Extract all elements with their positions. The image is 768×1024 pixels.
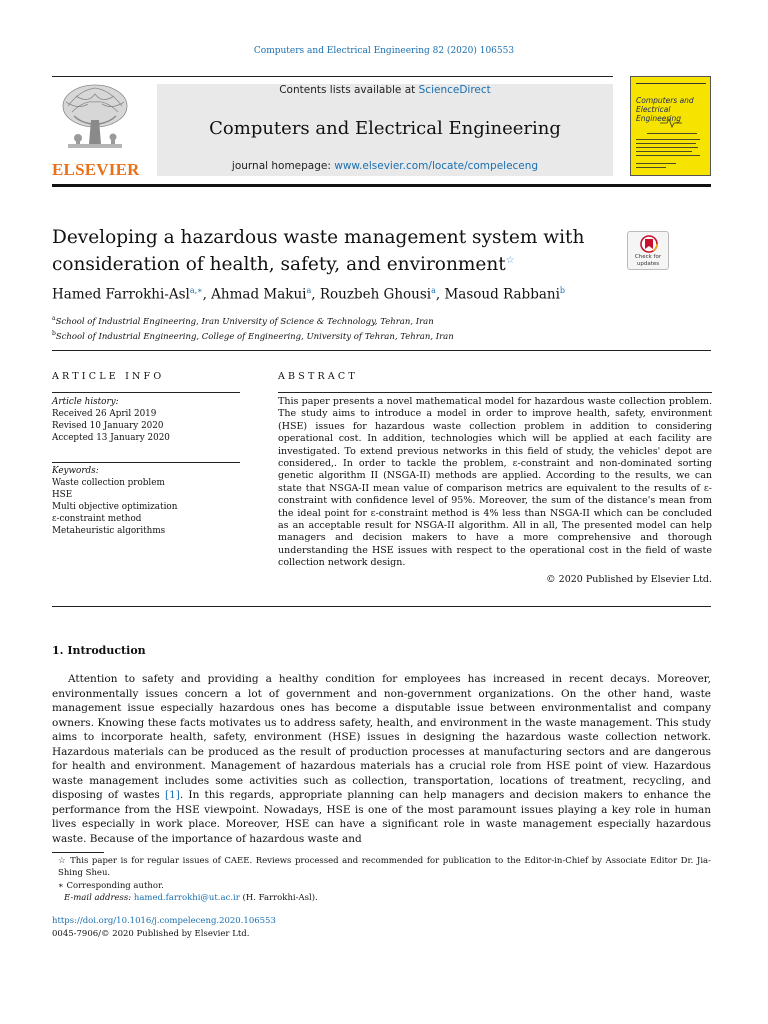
keyword-item: ε-constraint method: [52, 514, 142, 524]
author-list: [52, 286, 672, 303]
keywords: [52, 465, 240, 537]
author-separator: ,: [202, 286, 212, 303]
history-label: Article history:: [52, 397, 119, 407]
abstract-text: This paper presents a novel mathematical model for hazardous waste collection problem. The study aims to introduce a model in order to improve health, safety, environment (HSE) issues for hazardous waste collection problem in addition to considering operational cost. In addition, technologies which will be applied at each facility are investigated. To extend previous networks in this field of study, the vehicles' depot are considered,. In order to tackle the problem, ε-constraint and non-dominated sorting genetic algorithm II (NSGA-II) methods are applied. According to the results, we can state that NSGA-II mean value of comparison metrics are equivalent to the results of ε-constraint with confidence level of 95%. Moreover, the sum of the distance's mean from the ideal point for ε-constraint method is 4% less than NSGA-II which can be concluded as an acceptable result for NSGA-II algorithm. All in all, The presented model can help managers and decision makers to have a more comprehensive and thorough understanding the HSE issues with respect to the operational cost in the field of waste collection network design.: [278, 396, 712, 569]
elsevier-wordmark: ELSEVIER: [52, 160, 140, 179]
footnote-rule: [52, 852, 104, 853]
paper-title: Developing a hazardous waste management system with consideration of health, safety, and environment☆: [52, 227, 585, 276]
history-accepted: Accepted 13 January 2020: [52, 433, 170, 443]
article-history: [52, 396, 240, 444]
cover-circuit-icon: [659, 117, 683, 129]
keyword-item: Multi objective optimization: [52, 502, 178, 512]
article-info-heading: ARTICLE INFO: [52, 371, 165, 382]
history-revised: Revised 10 January 2020: [52, 421, 164, 431]
keyword-item: Metaheuristic algorithms: [52, 526, 166, 536]
abstract-copyright: © 2020 Published by Elsevier Ltd.: [546, 574, 712, 585]
author-name[interactable]: Masoud Rabbani: [444, 286, 560, 303]
elsevier-logo[interactable]: [52, 82, 138, 178]
journal-cover-thumbnail[interactable]: [630, 76, 711, 176]
author-name[interactable]: Ahmad Makui: [211, 286, 307, 303]
footnote-star: ☆ This paper is for regular issues of CAEE. Reviews processed and recommended for publication to the Editor-in-Chief by Associate Editor Dr. Jia-Shing Sheu.: [58, 856, 711, 879]
issn-line: 0045-7906/© 2020 Published by Elsevier Ltd.: [52, 928, 250, 939]
elsevier-tree-icon: [58, 82, 132, 152]
contents-line: [157, 84, 613, 96]
affiliations: [52, 313, 672, 343]
author-name[interactable]: Rouzbeh Ghousi: [319, 286, 432, 303]
keyword-item: Waste collection problem: [52, 478, 165, 488]
author-affiliation-mark[interactable]: a: [431, 286, 436, 295]
author-separator: ,: [311, 286, 320, 303]
affiliation-item: $^a$School of Industrial Engineering, Iran University of Science & Technology, Tehran, Iran: [52, 315, 434, 327]
introduction-paragraph: Attention to safety and providing a healthy condition for employees has increased in recent decays. Moreover, environmentally issues concern a lot of government and non-government organizations. On the other hand, waste management issue especially hazardous ones has become a disputable issue between environmentalist and company owners. Knowing these facts motivates us to address safety, health, and environment in the waste management. This study aims to incorporate health, safety, environment (HSE) issues in designing the hazardous waste collection network. Hazardous materials can be produced as the result of production processes at manufacturing sectors and are dangerous for health and environment. Management of hazardous materials has a crucial role from HSE point of view. Hazardous waste management includes some activities such as collection, transportation, locations of treatment, recycling, and disposing of wastes [1]. In this regards, appropriate planning can help managers and decision makers to enhance the performance from the HSE viewpoint. Nowadays, HSE is one of the most paramount issues playing a key role in human lives especially in work place. Moreover, HSE can have a significant role in waste management especially hazardous waste. Because of the importance of hazardous waste and: [52, 673, 711, 846]
doi-block: [52, 915, 276, 940]
homepage-line: [157, 160, 613, 172]
sciencedirect-link[interactable]: ScienceDirect: [418, 84, 491, 96]
history-received: Received 26 April 2019: [52, 409, 157, 419]
homepage-prefix: journal homepage:: [231, 160, 335, 172]
cover-title: Computers and Electrical Engineering: [636, 96, 694, 123]
cover-top-bar: [636, 83, 706, 84]
journal-title: Computers and Electrical Engineering: [209, 118, 561, 139]
header-rule-bottom: [52, 184, 711, 187]
footnotes: [52, 855, 711, 904]
divider-after-affiliations: [52, 350, 711, 351]
divider-after-abstract: [52, 606, 711, 607]
author-name[interactable]: Hamed Farrokhi-Asl: [52, 286, 190, 303]
keywords-rule: [52, 462, 240, 463]
section-heading-introduction: 1. Introduction: [52, 644, 146, 657]
journal-citation[interactable]: Computers and Electrical Engineering 82 (2020) 106553: [253, 46, 515, 56]
keyword-item: HSE: [52, 490, 73, 500]
article-info-rule: [52, 392, 240, 393]
abstract-heading: ABSTRACT: [278, 371, 358, 382]
keywords-label: Keywords:: [52, 466, 99, 476]
author-affiliation-mark[interactable]: a: [306, 286, 312, 295]
footnote-corresponding: ∗ Corresponding author.: [58, 880, 164, 891]
check-for-updates-button[interactable]: [627, 231, 669, 270]
journal-masthead: [157, 84, 613, 176]
doi-link[interactable]: https://doi.org/10.1016/j.compeleceng.2020.106553: [52, 916, 276, 926]
reference-link[interactable]: [1]: [165, 789, 180, 802]
author-affiliation-mark[interactable]: a,∗: [189, 286, 203, 295]
affiliation-item: $^b$School of Industrial Engineering, College of Engineering, University of Tehran, Tehran, Iran: [52, 329, 454, 342]
check-updates-icon: [640, 235, 658, 253]
journal-homepage-link[interactable]: www.elsevier.com/locate/compeleceng: [334, 160, 539, 172]
header-rule-top: [52, 76, 613, 77]
contents-prefix: Contents lists available at: [279, 84, 419, 96]
email-link[interactable]: hamed.farrokhi@ut.ac.ir: [133, 892, 240, 903]
title-footnote-mark[interactable]: ☆: [505, 255, 515, 266]
author-affiliation-mark[interactable]: b: [559, 286, 566, 295]
footnote-email: E-mail address: hamed.farrokhi@ut.ac.ir (H. Farrokhi-Asl).: [64, 892, 318, 903]
author-separator: ,: [435, 286, 445, 303]
check-updates-label: Check for updates: [634, 254, 662, 267]
abstract-rule: [278, 392, 712, 393]
